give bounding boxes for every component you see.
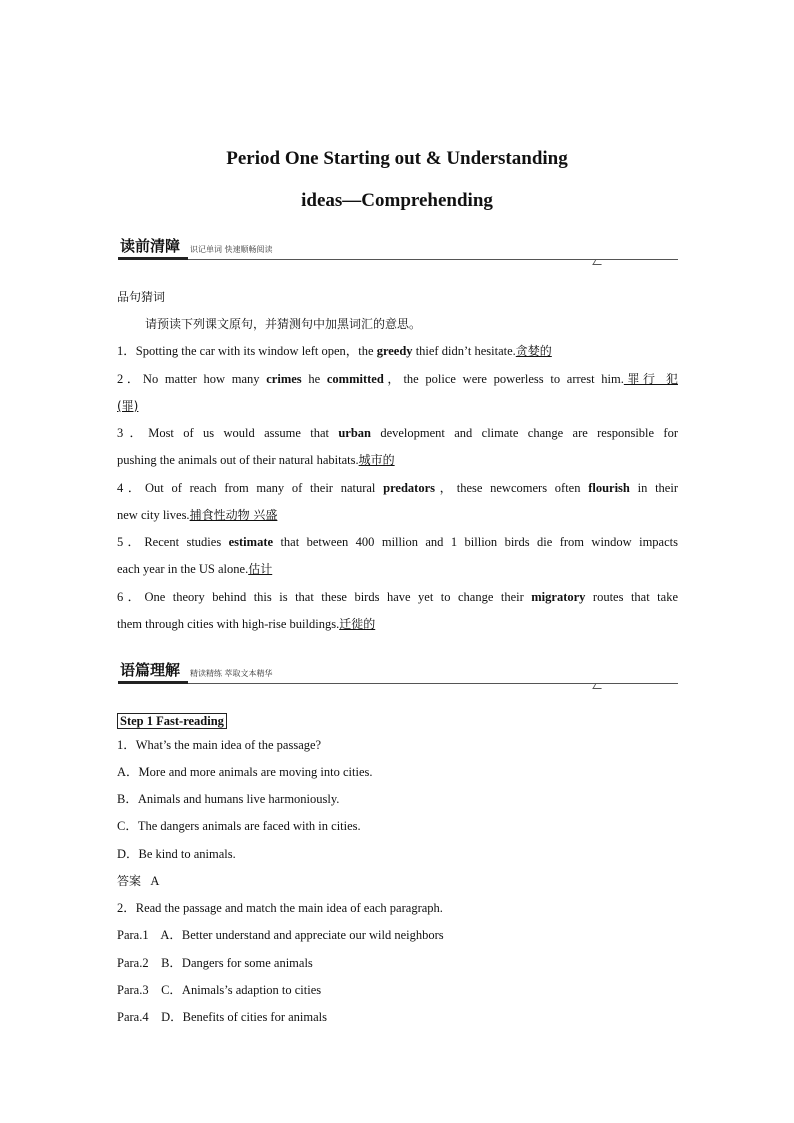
sentence-text: new city lives.	[117, 508, 190, 522]
answer-underlined: 捕食性动物 兴盛	[189, 508, 278, 522]
page-title-line1: Period One Starting out & Understanding	[226, 148, 568, 169]
sentence-text: each year in the US alone.	[117, 562, 249, 576]
sentence-text: 3．Most of us would assume that	[117, 426, 339, 440]
question-1: 1．What’s the main idea of the passage?	[117, 738, 322, 752]
step1-heading	[117, 708, 678, 735]
match-row: Para.1 A．Better understand and appreciate our wild neighbors	[117, 928, 444, 942]
section-subtitle: 识记单词 快速顺畅阅读	[190, 245, 273, 254]
sentence-text: 1．Spotting the car with its window left open，the	[117, 344, 377, 358]
step-label: Step 1 Fast-reading	[117, 713, 227, 729]
section-subtitle: 精读精练 萃取文本精华	[190, 669, 273, 678]
section-header-comprehension	[118, 662, 678, 684]
option-d: D．Be kind to animals.	[117, 847, 236, 861]
answer-underlined: 迁徙的	[339, 617, 376, 631]
bold-word: committed	[326, 372, 384, 386]
option-c: C．The dangers animals are faced with in cities.	[117, 819, 361, 833]
bold-word: greedy	[376, 344, 413, 358]
sentence-text: thief didn’t hesitate.	[412, 344, 516, 358]
sentence-text: 2．No matter how many	[117, 372, 267, 386]
match-row: Para.4 D．Benefits of cities for animals	[117, 1010, 328, 1024]
bold-word: predators	[383, 481, 435, 495]
divider-notch	[592, 683, 604, 689]
bold-word: migratory	[531, 590, 586, 604]
sentence-6	[117, 584, 678, 638]
sentence-text: in their	[629, 481, 678, 495]
sentence-text: ，these newcomers often	[435, 481, 589, 495]
sentence-text: them through cities with high-rise buildings.	[117, 617, 340, 631]
answer-label: 答案	[117, 874, 142, 888]
answer-underlined: (罪)	[117, 399, 139, 413]
vocab-heading: 品句猜词	[117, 290, 166, 304]
divider-accent	[118, 681, 188, 684]
divider-accent	[118, 257, 188, 260]
answer-underlined: 城市的	[358, 453, 395, 467]
sentence-text: routes that take	[585, 590, 678, 604]
sentence-text: he	[301, 372, 327, 386]
sentence-1	[117, 338, 678, 365]
section-title: 语篇理解	[120, 661, 181, 679]
divider-notch	[592, 259, 604, 265]
answer-underlined: 贪婪的	[515, 344, 552, 358]
sentence-text: that between 400 million and 1 billion birds die from window impacts	[273, 535, 678, 549]
bold-word: crimes	[266, 372, 302, 386]
match-row: Para.3 C．Animals’s adaption to cities	[117, 983, 322, 997]
sentence-2	[117, 366, 678, 420]
vocab-instruction: 请预读下列课文原句，并猜测句中加黑词汇的意思。	[145, 317, 422, 331]
option-a: A．More and more animals are moving into cities.	[117, 765, 373, 779]
bold-word: flourish	[588, 481, 630, 495]
option-b: B．Animals and humans live harmoniously.	[117, 792, 340, 806]
sentence-text: ，the police were powerless to arrest him.	[383, 372, 624, 386]
answer-underlined: 罪行 犯	[623, 372, 678, 386]
sentence-5	[117, 529, 678, 583]
sentence-text: 5．Recent studies	[117, 535, 229, 549]
sentence-4	[117, 475, 678, 529]
page-title-line2: ideas—Comprehending	[301, 190, 493, 211]
sentence-text: pushing the animals out of their natural habitats.	[117, 453, 359, 467]
section-title: 读前清障	[120, 237, 181, 255]
sentence-text: development and climate change are responsible for	[370, 426, 678, 440]
bold-word: urban	[338, 426, 371, 440]
answer-underlined: 估计	[248, 562, 273, 576]
bold-word: estimate	[228, 535, 274, 549]
answer-line	[117, 868, 678, 895]
match-row: Para.2 B．Dangers for some animals	[117, 956, 313, 970]
sentence-text: 6．One theory behind this is that these birds have yet to change their	[117, 590, 532, 604]
sentence-text: 4．Out of reach from many of their natural	[117, 481, 384, 495]
section-header-pre-reading	[118, 238, 678, 260]
sentence-3	[117, 420, 678, 474]
answer-value: A	[150, 874, 160, 888]
question-2: 2．Read the passage and match the main idea of each paragraph.	[117, 901, 443, 915]
